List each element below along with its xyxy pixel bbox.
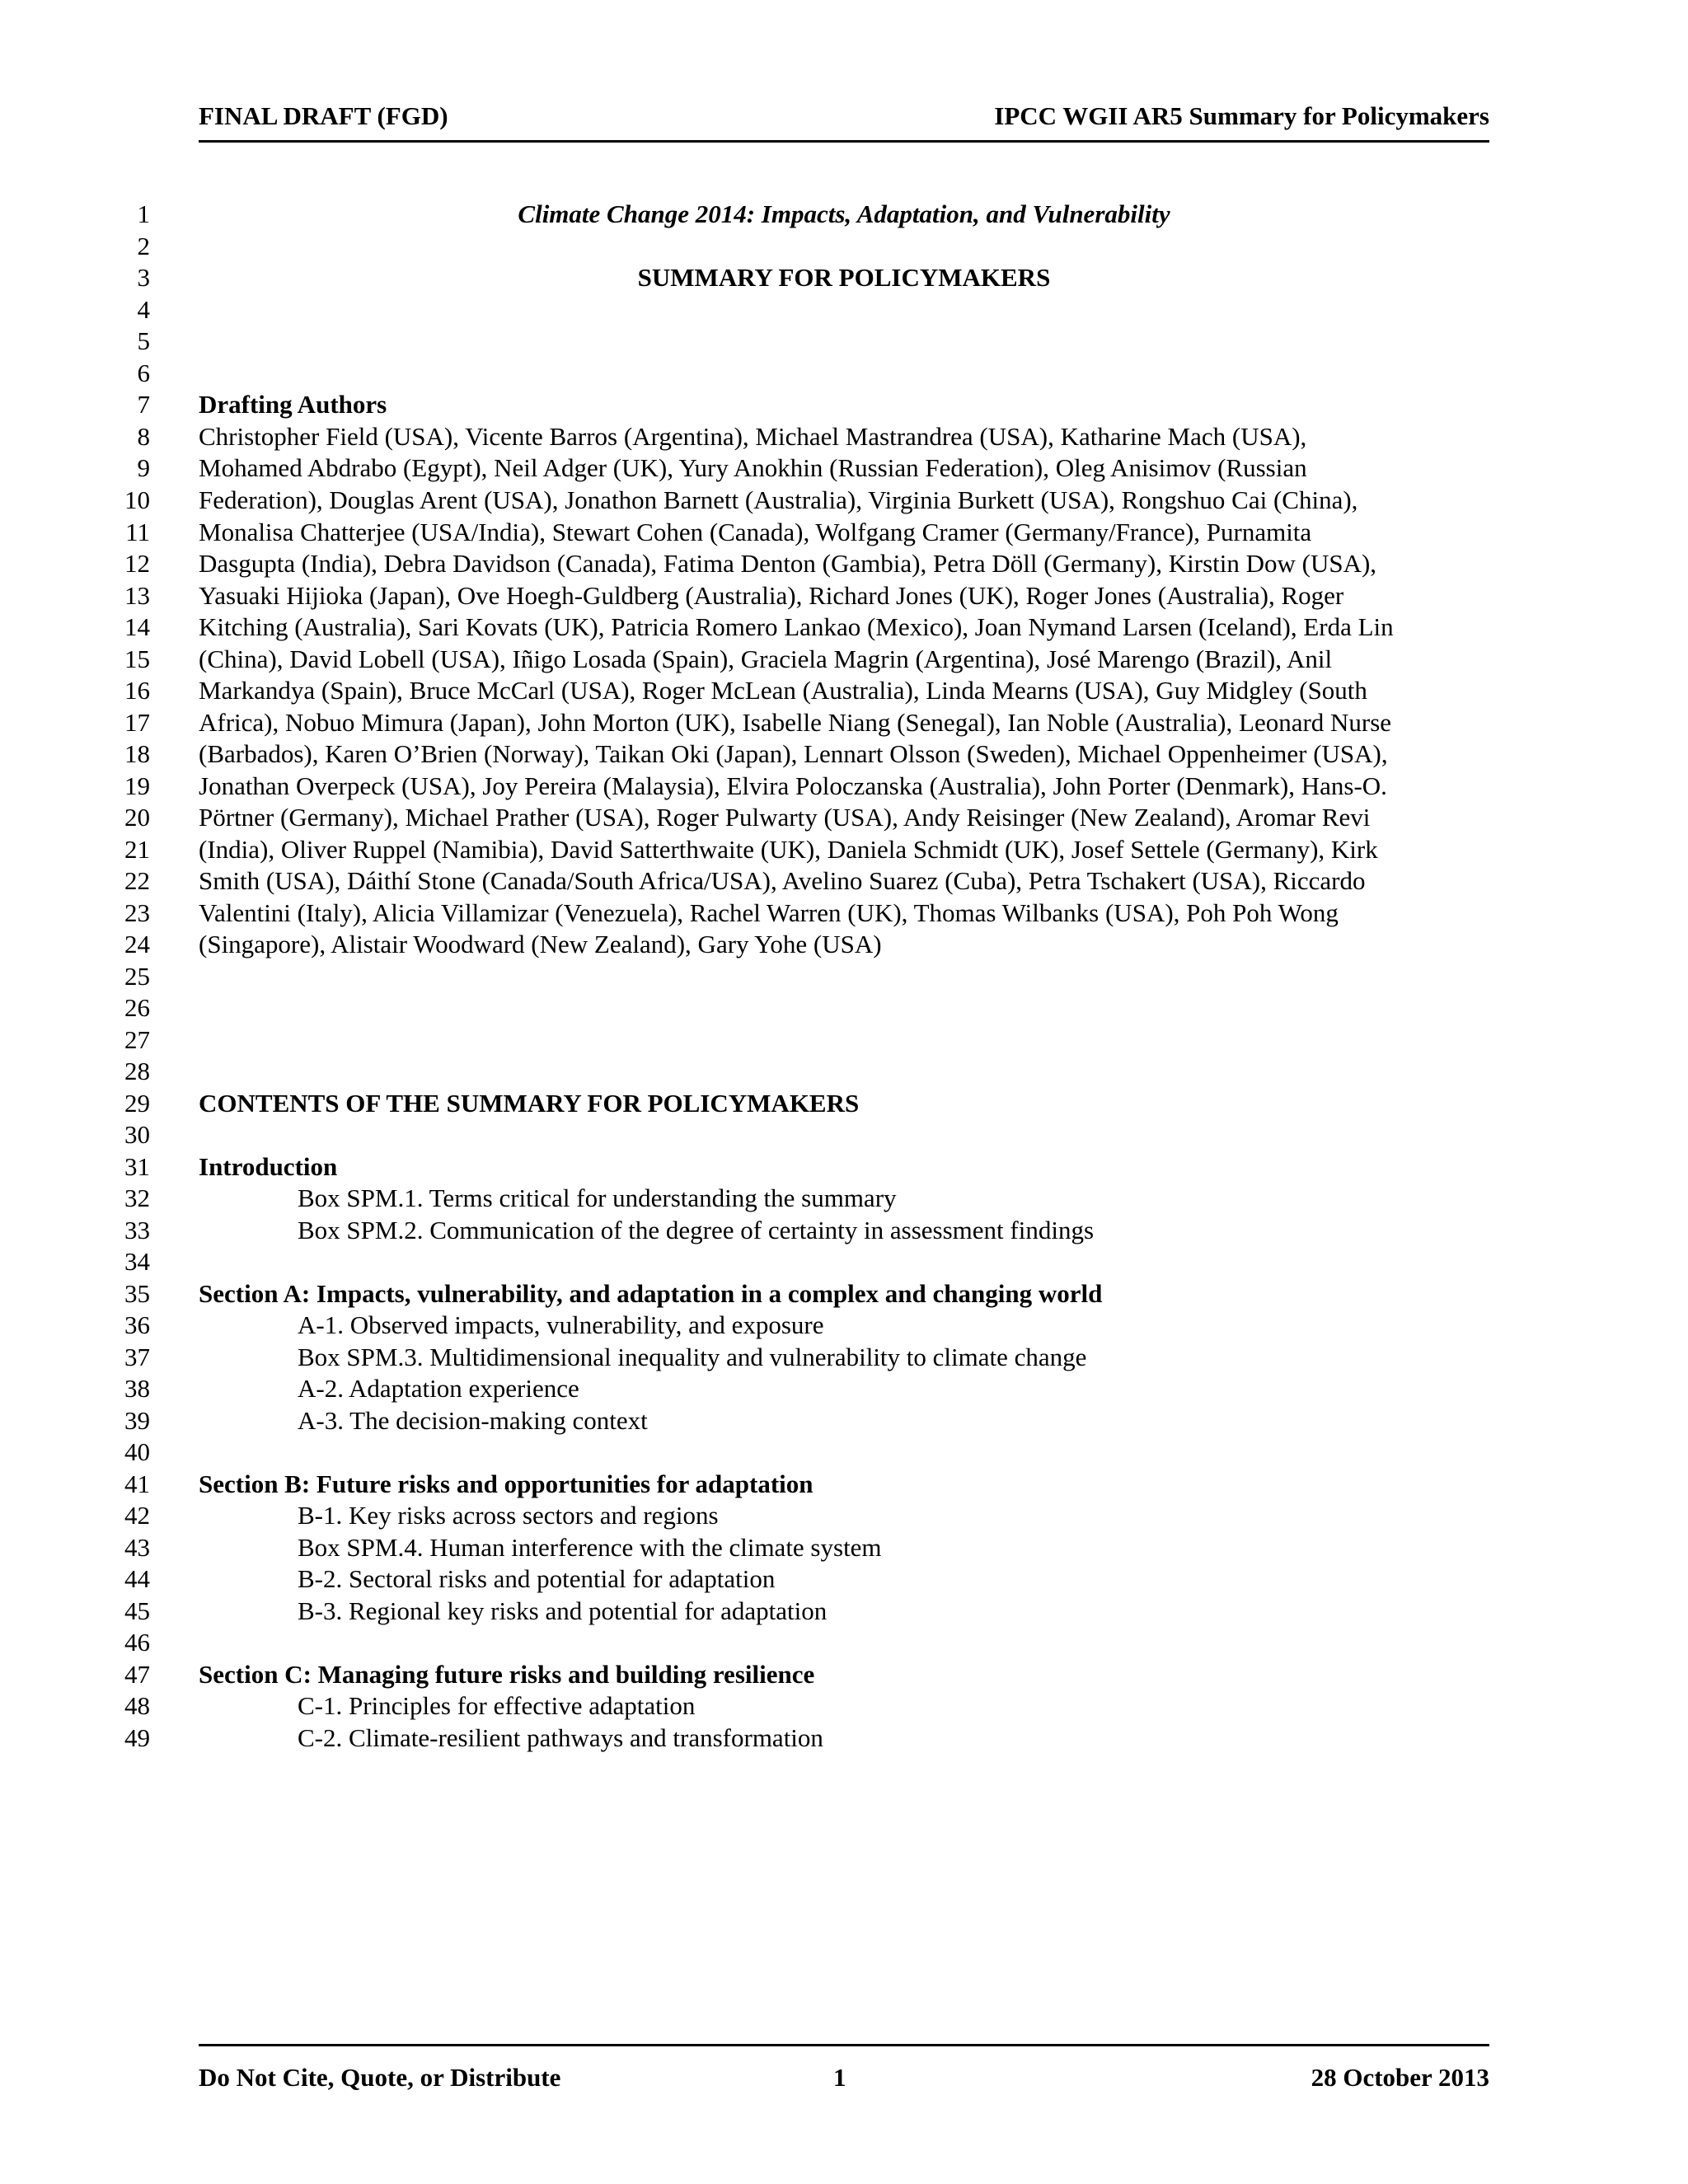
line-48 <box>0 1690 1688 1722</box>
line-18 <box>0 738 1688 771</box>
line-number: 42 <box>124 1501 150 1530</box>
author-line: Yasuaki Hijioka (Japan), Ove Hoegh-Guldberg (Australia), Richard Jones (UK), Roger Jones (Australia), Roger <box>199 581 1344 610</box>
line-number: 13 <box>124 581 150 610</box>
line-29 <box>0 1087 1688 1120</box>
line-number: 10 <box>124 485 150 514</box>
line-number: 22 <box>124 866 150 895</box>
toc-item-c2[interactable]: C-2. Climate-resilient pathways and transformation <box>298 1723 823 1752</box>
line-16 <box>0 674 1688 707</box>
line-4 <box>0 293 1688 326</box>
author-line: (India), Oliver Ruppel (Namibia), David Satterthwaite (UK), Daniela Schmidt (UK), Josef Settele (Germany), Kirk <box>199 835 1378 864</box>
author-line: Markandya (Spain), Bruce McCarl (USA), Roger McLean (Australia), Linda Mearns (USA), Guy Midgley (South <box>199 676 1367 705</box>
line-number: 41 <box>124 1469 150 1498</box>
line-number: 27 <box>124 1025 150 1054</box>
page-header <box>199 97 1489 143</box>
line-number: 8 <box>137 422 150 451</box>
author-line: Kitching (Australia), Sari Kovats (UK), Patricia Romero Lankao (Mexico), Joan Nymand Larsen (Iceland), Erda Lin <box>199 612 1394 641</box>
line-49 <box>0 1722 1688 1755</box>
toc-section-a[interactable]: Section A: Impacts, vulnerability, and adaptation in a complex and changing world <box>199 1279 1103 1308</box>
document-title: Climate Change 2014: Impacts, Adaptation, and Vulnerability <box>518 199 1170 228</box>
toc-item-box-spm1[interactable]: Box SPM.1. Terms critical for understanding the summary <box>298 1183 897 1212</box>
line-3 <box>0 261 1688 294</box>
author-line: Valentini (Italy), Alicia Villamizar (Venezuela), Rachel Warren (UK), Thomas Wilbanks (USA), Poh Poh Wong <box>199 898 1339 927</box>
line-21 <box>0 833 1688 866</box>
header-right: IPCC WGII AR5 Summary for Policymakers <box>994 101 1489 130</box>
line-number: 29 <box>124 1089 150 1118</box>
line-15 <box>0 643 1688 676</box>
line-46 <box>0 1626 1688 1659</box>
line-32 <box>0 1182 1688 1215</box>
line-45 <box>0 1595 1688 1628</box>
toc-item-b3[interactable]: B-3. Regional key risks and potential for adaptation <box>298 1596 828 1625</box>
line-number: 14 <box>124 612 150 641</box>
author-line: (China), David Lobell (USA), Iñigo Losada (Spain), Graciela Magrin (Argentina), José Marengo (Brazil), Anil <box>199 644 1333 673</box>
line-14 <box>0 611 1688 644</box>
author-line: (Singapore), Alistair Woodward (New Zealand), Gary Yohe (USA) <box>199 930 882 958</box>
line-number: 46 <box>124 1628 150 1657</box>
author-line: Mohamed Abdrabo (Egypt), Neil Adger (UK), Yury Anokhin (Russian Federation), Oleg Anisimov (Russian <box>199 453 1307 482</box>
line-number: 28 <box>124 1057 150 1085</box>
line-number: 43 <box>124 1533 150 1562</box>
line-7 <box>0 388 1688 421</box>
toc-section-b[interactable]: Section B: Future risks and opportunities for adaptation <box>199 1469 814 1498</box>
author-line: Pörtner (Germany), Michael Prather (USA), Roger Pulwarty (USA), Andy Reisinger (New Zealand), Aromar Revi <box>199 803 1371 832</box>
line-number: 24 <box>124 930 150 958</box>
line-2 <box>0 230 1688 263</box>
line-28 <box>0 1055 1688 1088</box>
line-number: 1 <box>137 199 150 228</box>
toc-item-box-spm3[interactable]: Box SPM.3. Multidimensional inequality and vulnerability to climate change <box>298 1343 1087 1371</box>
line-47 <box>0 1658 1688 1691</box>
line-number: 48 <box>124 1691 150 1720</box>
author-line: Africa), Nobuo Mimura (Japan), John Morton (UK), Isabelle Niang (Senegal), Ian Noble (Australia), Leonard Nurse <box>199 708 1392 737</box>
page-number: 1 <box>833 2063 846 2092</box>
line-number: 37 <box>124 1343 150 1371</box>
line-number: 25 <box>124 962 150 991</box>
line-11 <box>0 516 1688 549</box>
line-1 <box>0 198 1688 231</box>
line-number: 49 <box>124 1723 150 1752</box>
line-number: 30 <box>124 1120 150 1149</box>
line-number: 11 <box>125 518 150 546</box>
page-footer <box>199 2044 1489 2096</box>
line-number: 23 <box>124 898 150 927</box>
toc-item-box-spm4[interactable]: Box SPM.4. Human interference with the climate system <box>298 1533 882 1562</box>
line-27 <box>0 1024 1688 1057</box>
line-8 <box>0 420 1688 453</box>
author-line: Dasgupta (India), Debra Davidson (Canada), Fatima Denton (Gambia), Petra Döll (Germany), Kirstin Dow (USA), <box>199 549 1377 578</box>
line-43 <box>0 1531 1688 1564</box>
line-25 <box>0 960 1688 993</box>
line-36 <box>0 1309 1688 1342</box>
line-20 <box>0 801 1688 834</box>
line-number: 38 <box>124 1374 150 1403</box>
contents-heading: CONTENTS OF THE SUMMARY FOR POLICYMAKERS <box>199 1089 860 1118</box>
line-number: 2 <box>137 232 150 260</box>
toc-section-c[interactable]: Section C: Managing future risks and building resilience <box>199 1660 815 1689</box>
line-number: 20 <box>124 803 150 832</box>
line-number: 15 <box>124 644 150 673</box>
line-35 <box>0 1277 1688 1310</box>
line-number: 26 <box>124 993 150 1022</box>
line-31 <box>0 1151 1688 1183</box>
line-number: 4 <box>137 295 150 324</box>
line-number: 9 <box>137 453 150 482</box>
line-40 <box>0 1436 1688 1469</box>
line-number: 5 <box>137 326 150 355</box>
line-number: 40 <box>124 1437 150 1466</box>
line-39 <box>0 1404 1688 1437</box>
line-number: 7 <box>137 390 150 419</box>
line-number: 33 <box>124 1216 150 1244</box>
line-number: 21 <box>124 835 150 864</box>
line-44 <box>0 1563 1688 1596</box>
line-number: 3 <box>137 263 150 292</box>
line-33 <box>0 1214 1688 1247</box>
line-number: 39 <box>124 1406 150 1435</box>
line-38 <box>0 1372 1688 1405</box>
line-30 <box>0 1118 1688 1151</box>
line-number: 12 <box>124 549 150 578</box>
line-number: 17 <box>124 708 150 737</box>
line-22 <box>0 865 1688 898</box>
author-line: Federation), Douglas Arent (USA), Jonathon Barnett (Australia), Virginia Burkett (USA), Rongshuo Cai (China), <box>199 485 1358 514</box>
line-number: 31 <box>124 1152 150 1181</box>
line-number: 34 <box>124 1247 150 1276</box>
toc-item-b2[interactable]: B-2. Sectoral risks and potential for adaptation <box>298 1564 776 1593</box>
line-9 <box>0 452 1688 485</box>
header-left: FINAL DRAFT (FGD) <box>199 101 448 130</box>
line-17 <box>0 706 1688 739</box>
line-12 <box>0 547 1688 580</box>
line-5 <box>0 325 1688 358</box>
line-34 <box>0 1245 1688 1278</box>
author-line: Monalisa Chatterjee (USA/India), Stewart Cohen (Canada), Wolfgang Cramer (Germany/France), Purnamita <box>199 518 1312 546</box>
document-subtitle: SUMMARY FOR POLICYMAKERS <box>637 263 1051 292</box>
line-number: 45 <box>124 1596 150 1625</box>
author-line: Smith (USA), Dáithí Stone (Canada/South Africa/USA), Avelino Suarez (Cuba), Petra Tschakert (USA), Riccardo <box>199 866 1366 895</box>
author-line: Christopher Field (USA), Vicente Barros (Argentina), Michael Mastrandrea (USA), Katharine Mach (USA), <box>199 422 1307 451</box>
line-42 <box>0 1499 1688 1532</box>
line-24 <box>0 928 1688 961</box>
footer-date: 28 October 2013 <box>1311 2063 1489 2092</box>
line-13 <box>0 579 1688 612</box>
author-line: (Barbados), Karen O’Brien (Norway), Taikan Oki (Japan), Lennart Olsson (Sweden), Michael Oppenheimer (USA), <box>199 739 1388 768</box>
toc-item-box-spm2[interactable]: Box SPM.2. Communication of the degree of certainty in assessment findings <box>298 1216 1095 1244</box>
line-number: 47 <box>124 1660 150 1689</box>
toc-item-a1[interactable]: A-1. Observed impacts, vulnerability, and exposure <box>298 1310 824 1339</box>
author-line: Jonathan Overpeck (USA), Joy Pereira (Malaysia), Elvira Poloczanska (Australia), John Porter (Denmark), Hans-O. <box>199 771 1387 800</box>
line-19 <box>0 770 1688 803</box>
line-number: 44 <box>124 1564 150 1593</box>
toc-item-a2[interactable]: A-2. Adaptation experience <box>298 1374 579 1403</box>
toc-introduction[interactable]: Introduction <box>199 1152 338 1181</box>
toc-item-c1[interactable]: C-1. Principles for effective adaptation <box>298 1691 696 1720</box>
toc-item-a3[interactable]: A-3. The decision-making context <box>298 1406 648 1435</box>
line-23 <box>0 897 1688 930</box>
line-10 <box>0 484 1688 517</box>
line-26 <box>0 991 1688 1024</box>
line-number: 16 <box>124 676 150 705</box>
authors-heading: Drafting Authors <box>199 390 387 419</box>
footer-left: Do Not Cite, Quote, or Distribute <box>199 2063 561 2092</box>
line-37 <box>0 1341 1688 1374</box>
toc-item-b1[interactable]: B-1. Key risks across sectors and regions <box>298 1501 719 1530</box>
line-41 <box>0 1468 1688 1501</box>
line-number: 35 <box>124 1279 150 1308</box>
line-number: 6 <box>137 359 150 387</box>
line-number: 19 <box>124 771 150 800</box>
line-number: 36 <box>124 1310 150 1339</box>
line-number: 18 <box>124 739 150 768</box>
line-number: 32 <box>124 1183 150 1212</box>
line-6 <box>0 357 1688 390</box>
